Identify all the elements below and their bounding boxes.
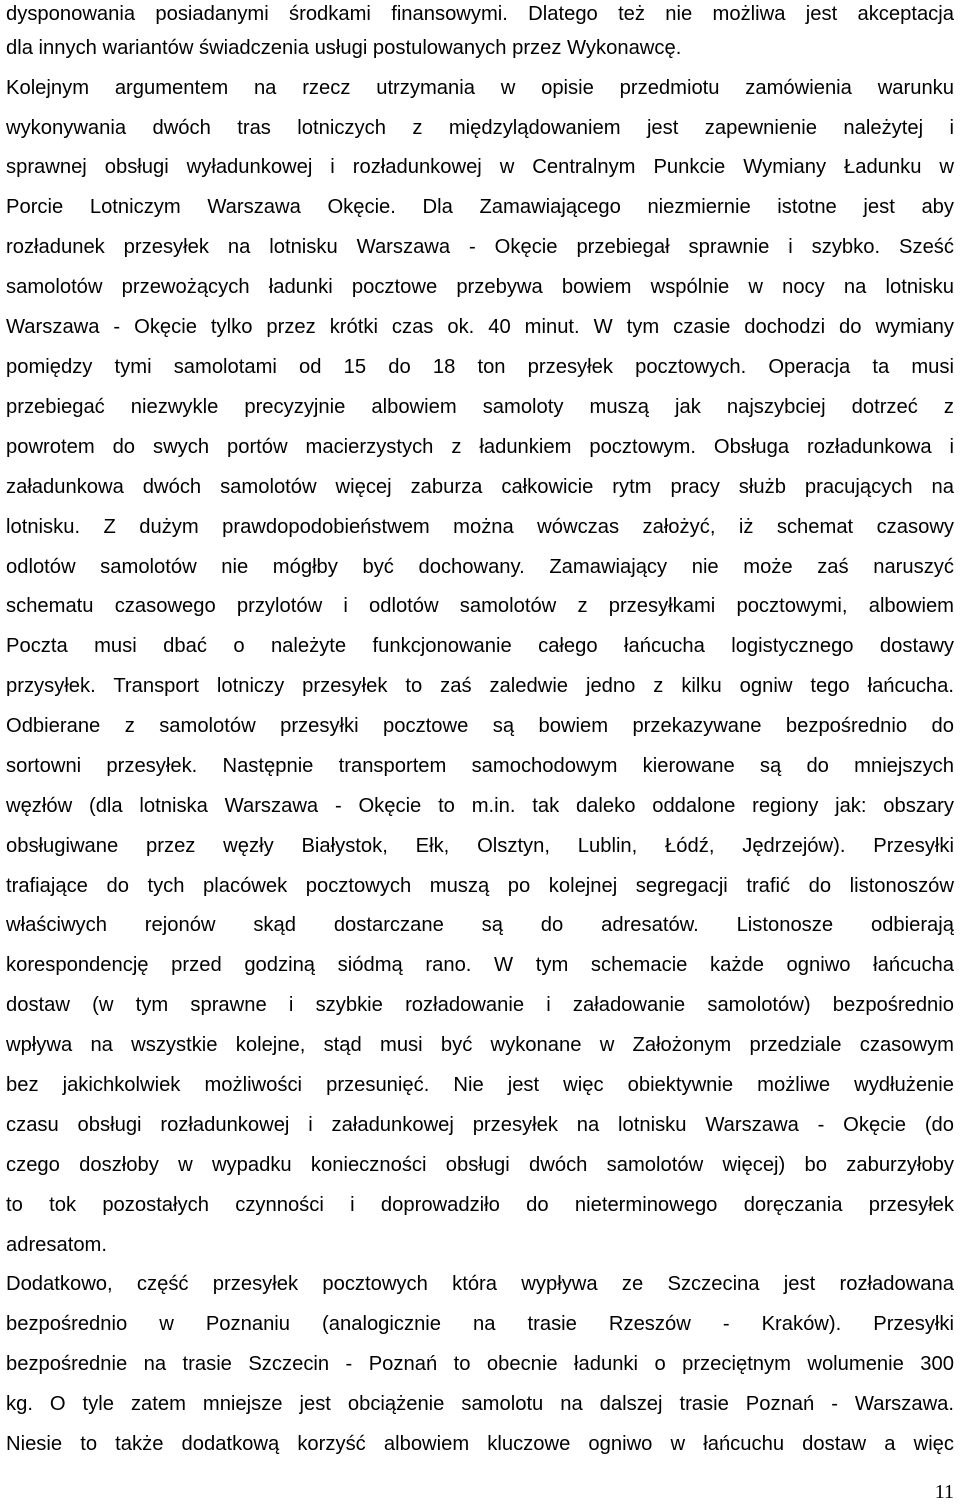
text-line: bezpośrednio w Poznaniu (analogicznie na trasie Rzeszów - Kraków). Przesyłki [6, 1313, 954, 1335]
text-line: dla innych wariantów świadczenia usługi postulowanych przez Wykonawcę. [6, 37, 682, 59]
text-line: kg. O tyle zatem mniejsze jest obciążenie samolotu na dalszej trasie Poznań - Warszawa. [6, 1393, 954, 1415]
text-line: przebiegać niezwykle precyzyjnie albowiem samoloty muszą jak najszybciej dotrzeć z [6, 396, 954, 418]
text-line: czasu obsługi rozładunkowej i załadunkowej przesyłek na lotnisku Warszawa - Okęcie (do [6, 1114, 954, 1136]
text-line: węzłów (dla lotniska Warszawa - Okęcie to m.in. tak daleko oddalone regiony jak: obszary [6, 795, 954, 817]
text-line: Poczta musi dbać o należyte funkcjonowanie całego łańcucha logistycznego dostawy [6, 635, 954, 657]
text-line: czego doszłoby w wypadku konieczności obsługi dwóch samolotów więcej) bo zaburzyłoby [6, 1154, 954, 1176]
text-line: powrotem do swych portów macierzystych z ładunkiem pocztowym. Obsługa rozładunkowa i [6, 436, 954, 458]
text-line: Niesie to także dodatkową korzyść albowiem kluczowe ogniwo w łańcuchu dostaw a więc [6, 1433, 954, 1455]
text-line: obsługiwane przez węzły Białystok, Ełk, Olsztyn, Lublin, Łódź, Jędrzejów). Przesyłki [6, 835, 954, 857]
text-line: przysyłek. Transport lotniczy przesyłek to zaś zaledwie jedno z kilku ogniw tego łańcucha. [6, 675, 954, 697]
text-line: bez jakichkolwiek możliwości przesunięć. Nie jest więc obiektywnie możliwe wydłużenie [6, 1074, 954, 1096]
text-line: pomiędzy tymi samolotami od 15 do 18 ton przesyłek pocztowych. Operacja ta musi [6, 356, 954, 378]
text-line: bezpośrednie na trasie Szczecin - Poznań to obecnie ładunki o przeciętnym wolumenie 300 [6, 1353, 954, 1375]
text-line: Kolejnym argumentem na rzecz utrzymania w opisie przedmiotu zamówienia warunku [6, 77, 954, 99]
text-line: sprawnej obsługi wyładunkowej i rozładunkowej w Centralnym Punkcie Wymiany Ładunku w [6, 156, 954, 178]
text-line: załadunkowa dwóch samolotów więcej zaburza całkowicie rytm pracy służb pracujących na [6, 476, 954, 498]
text-line: wpływa na wszystkie kolejne, stąd musi być wykonane w Założonym przedziale czasowym [6, 1034, 954, 1056]
page-number: 11 [934, 1481, 954, 1503]
text-line: lotnisku. Z dużym prawdopodobieństwem można wówczas założyć, iż schemat czasowy [6, 516, 954, 538]
text-line: dostaw (w tym sprawne i szybkie rozładowanie i załadowanie samolotów) bezpośrednio [6, 994, 954, 1016]
text-line: Warszawa - Okęcie tylko przez krótki czas ok. 40 minut. W tym czasie dochodzi do wymiany [6, 316, 954, 338]
text-line: sortowni przesyłek. Następnie transportem samochodowym kierowane są do mniejszych [6, 755, 954, 777]
text-line: Dodatkowo, część przesyłek pocztowych która wypływa ze Szczecina jest rozładowana [6, 1273, 954, 1295]
text-line: Porcie Lotniczym Warszawa Okęcie. Dla Zamawiającego niezmiernie istotne jest aby [6, 196, 954, 218]
text-line: właściwych rejonów skąd dostarczane są do adresatów. Listonosze odbierają [6, 914, 954, 936]
text-line: rozładunek przesyłek na lotnisku Warszawa - Okęcie przebiegał sprawnie i szybko. Sześć [6, 236, 954, 258]
text-line: wykonywania dwóch tras lotniczych z międzylądowaniem jest zapewnienie należytej i [6, 117, 954, 139]
text-line: trafiające do tych placówek pocztowych muszą po kolejnej segregacji trafić do listonoszów [6, 875, 954, 897]
text-line: odlotów samolotów nie mógłby być dochowany. Zamawiający nie może zaś naruszyć [6, 556, 954, 578]
text-line: samolotów przewożących ładunki pocztowe przebywa bowiem wspólnie w nocy na lotnisku [6, 276, 954, 298]
text-line: adresatom. [6, 1234, 107, 1256]
text-line: to tok pozostałych czynności i doprowadziło do nieterminowego doręczania przesyłek [6, 1194, 954, 1216]
text-line: korespondencję przed godziną siódmą rano. W tym schemacie każde ogniwo łańcucha [6, 954, 954, 976]
text-line: schematu czasowego przylotów i odlotów samolotów z przesyłkami pocztowymi, albowiem [6, 595, 954, 617]
text-line: Odbierane z samolotów przesyłki pocztowe są bowiem przekazywane bezpośrednio do [6, 715, 954, 737]
text-line: dysponowania posiadanymi środkami finansowymi. Dlatego też nie możliwa jest akceptacja [6, 3, 954, 25]
